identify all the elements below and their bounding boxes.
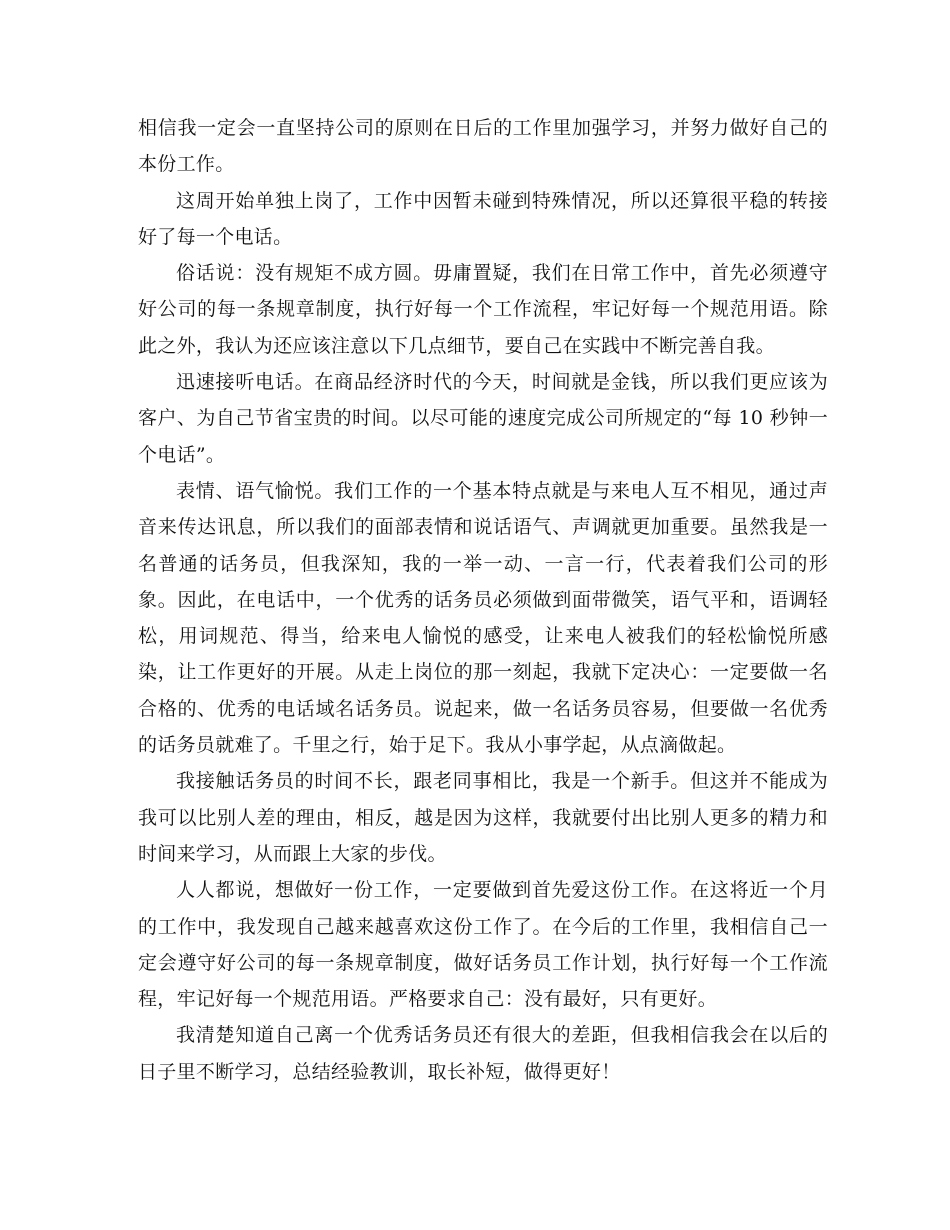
paragraph-continued: 相信我一定会一直坚持公司的原则在日后的工作里加强学习，并努力做好自己的本份工作。: [138, 117, 828, 176]
paragraph: 迅速接听电话。在商品经济时代的今天，时间就是金钱，所以我们更应该为客户、为自己节省宝贵的时间。以尽可能的速度完成公司所规定的“每 10 秒钟一个电话”。: [138, 371, 828, 466]
paragraph: 表情、语气愉悦。我们工作的一个基本特点就是与来电人互不相见，通过声音来传达讯息，所以我们的面部表情和说话语气、声调就更加重要。虽然我是一名普通的话务员，但我深知，我的一举一动、一言一行，代表着我们公司的形象。因此，在电话中，一个优秀的话务员必须做到面带微笑，语气平和，语调轻松，用词规范、得当，给来电人愉悦的感受，让来电人被我们的轻松愉悦所感染，让工作更好的开展。从走上岗位的那一刻起，我就下定决心：一定要做一名合格的、优秀的电话域名话务员。说起来，做一名话务员容易，但要做一名优秀的话务员就难了。千里之行，始于足下。我从小事学起，从点滴做起。: [138, 479, 828, 757]
paragraph: 我接触话务员的时间不长，跟老同事相比，我是一个新手。但这并不能成为我可以比别人差的理由，相反，越是因为这样，我就要付出比别人更多的精力和时间来学习，从而跟上大家的步伐。: [138, 770, 828, 865]
paragraph: 人人都说，想做好一份工作，一定要做到首先爱这份工作。在这将近一个月的工作中，我发现自己越来越喜欢这份工作了。在今后的工作里，我相信自己一定会遵守好公司的每一条规章制度，做好话务员工作计划，执行好每一个工作流程，牢记好每一个规范用语。严格要求自己：没有最好，只有更好。: [138, 879, 828, 1011]
document-body: [138, 110, 828, 1090]
paragraph: 俗话说：没有规矩不成方圆。毋庸置疑，我们在日常工作中，首先必须遵守好公司的每一条规章制度，执行好每一个工作流程，牢记好每一个规范用语。除此之外，我认为还应该注意以下几点细节，要自己在实践中不断完善自我。: [138, 262, 828, 357]
paragraph: 我清楚知道自己离一个优秀话务员还有很大的差距，但我相信我会在以后的日子里不断学习，总结经验教训，取长补短，做得更好！: [138, 1024, 828, 1083]
paragraph: 这周开始单独上岗了，工作中因暂未碰到特殊情况，所以还算很平稳的转接好了每一个电话。: [138, 189, 828, 248]
